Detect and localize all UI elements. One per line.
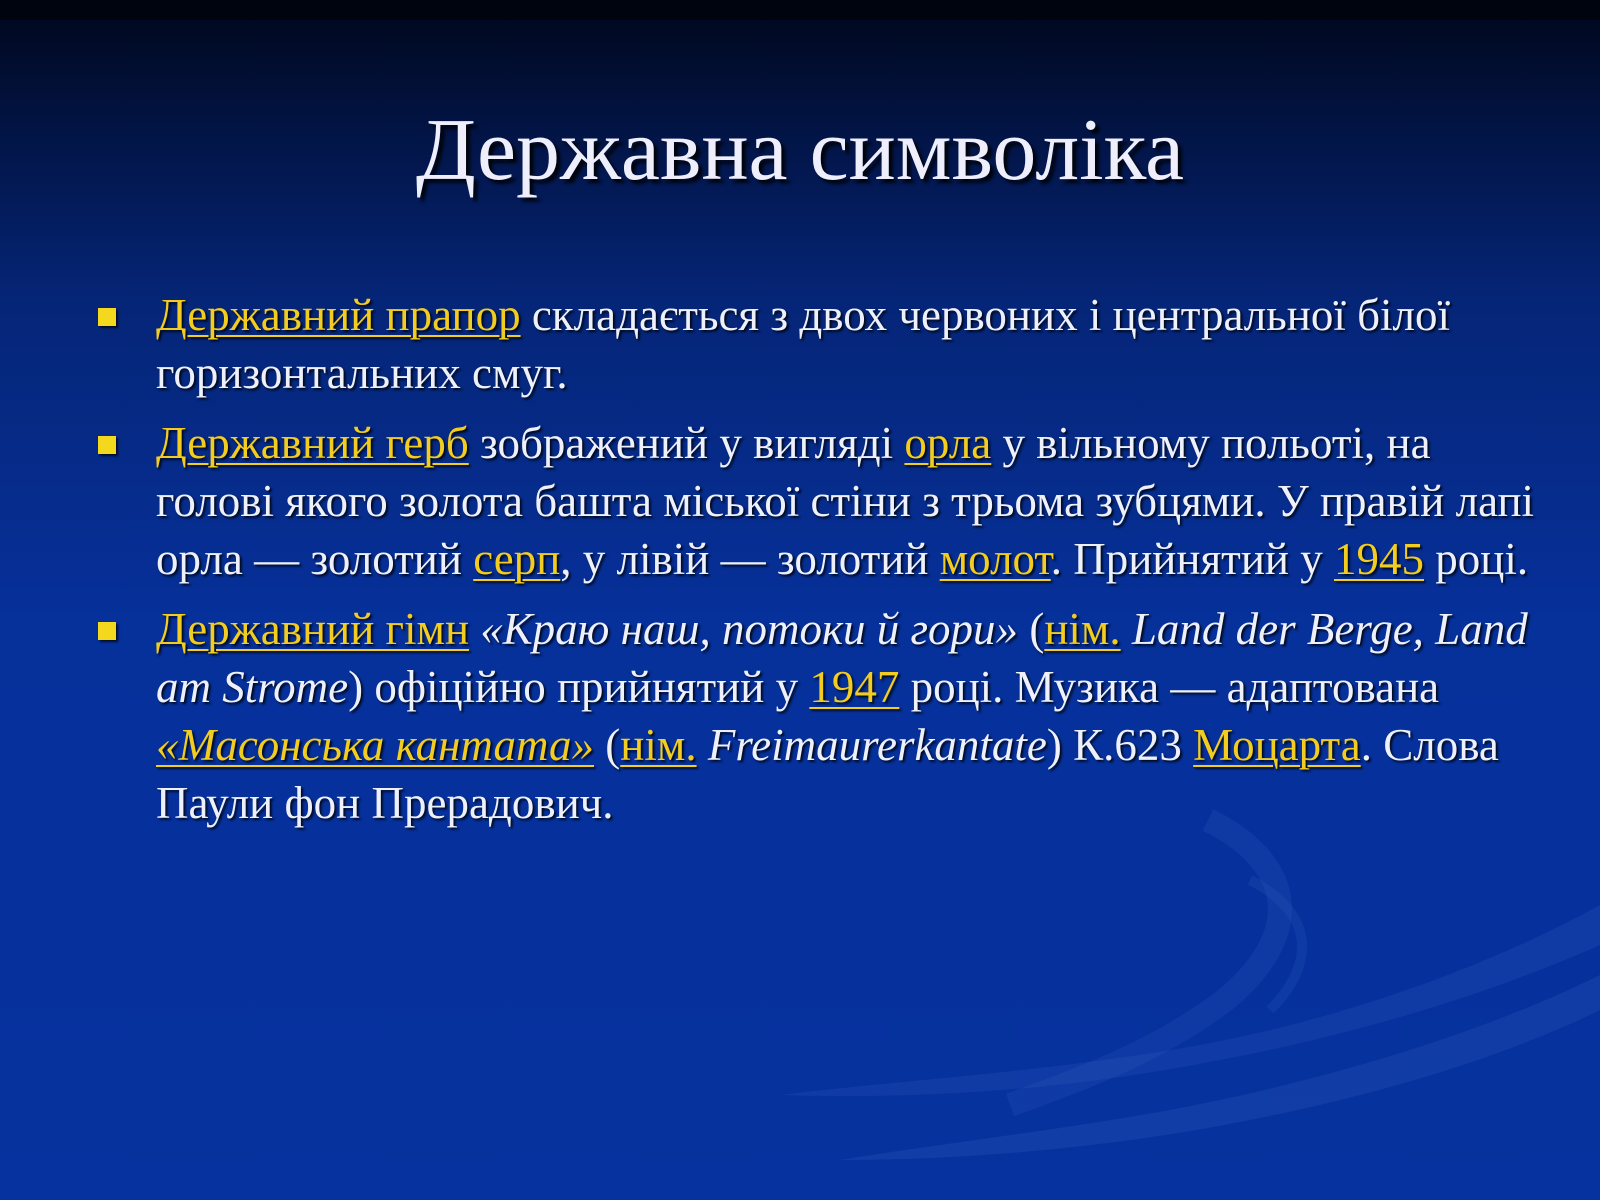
text-segment: у вільному польоті, на голові якого золота башта міської стіни з трьома зубцями. У правій лапі орла — золотий bbox=[156, 418, 1535, 584]
text-segment: ) офіційно прийнятий у bbox=[348, 662, 810, 712]
text-segment: . Слова Паули фон Прерадович. bbox=[156, 720, 1499, 828]
text-segment: . Прийнятий у bbox=[1050, 534, 1334, 584]
anthem-german-title: Land der Berge, Land am Strome bbox=[156, 604, 1528, 712]
link-eagle[interactable]: орла bbox=[904, 418, 992, 468]
text-segment: ( bbox=[1018, 604, 1045, 654]
link-year-1947[interactable]: 1947 bbox=[809, 662, 900, 712]
cantata-german-title: Freimaurerkantate bbox=[707, 720, 1047, 770]
text-segment: ) К.623 bbox=[1046, 720, 1194, 770]
link-anthem[interactable]: Державний гімн bbox=[156, 604, 470, 654]
text-segment: ( bbox=[594, 720, 621, 770]
link-mozart[interactable]: Моцарта bbox=[1193, 720, 1361, 770]
link-coat-of-arms[interactable]: Державний герб bbox=[156, 418, 469, 468]
bullet-square-icon bbox=[98, 436, 116, 454]
link-german-language[interactable]: нім. bbox=[1044, 604, 1121, 654]
bullet-coat-of-arms bbox=[98, 414, 1538, 588]
text-segment: році. bbox=[1424, 534, 1529, 584]
text-segment: зображений у вигляді bbox=[468, 418, 905, 468]
anthem-title: «Краю наш, потоки й гори» bbox=[480, 604, 1019, 654]
link-sickle[interactable]: серп bbox=[473, 534, 561, 584]
bullet-square-icon bbox=[98, 622, 116, 640]
link-state-flag[interactable]: Державний прапор bbox=[156, 290, 521, 340]
text-segment bbox=[697, 720, 708, 770]
text-segment: році. Музика — адаптована bbox=[899, 662, 1440, 712]
bullet-list bbox=[98, 286, 1538, 844]
text-flag-description: складається з двох червоних і центральної білої горизонтальних смуг. bbox=[156, 290, 1450, 398]
text-segment bbox=[1121, 604, 1132, 654]
link-hammer[interactable]: молот bbox=[939, 534, 1051, 584]
bullet-flag bbox=[98, 286, 1538, 402]
bullet-square-icon bbox=[98, 308, 116, 326]
text-segment bbox=[469, 604, 480, 654]
link-year-1945[interactable]: 1945 bbox=[1334, 534, 1424, 584]
slide-title: Державна символіка bbox=[415, 102, 1185, 199]
link-german-language-2[interactable]: нім. bbox=[620, 720, 697, 770]
bullet-anthem bbox=[98, 600, 1538, 832]
text-segment: , у лівій — золотий bbox=[560, 534, 940, 584]
link-masonic-cantata[interactable]: «Масонська кантата» bbox=[156, 720, 595, 770]
